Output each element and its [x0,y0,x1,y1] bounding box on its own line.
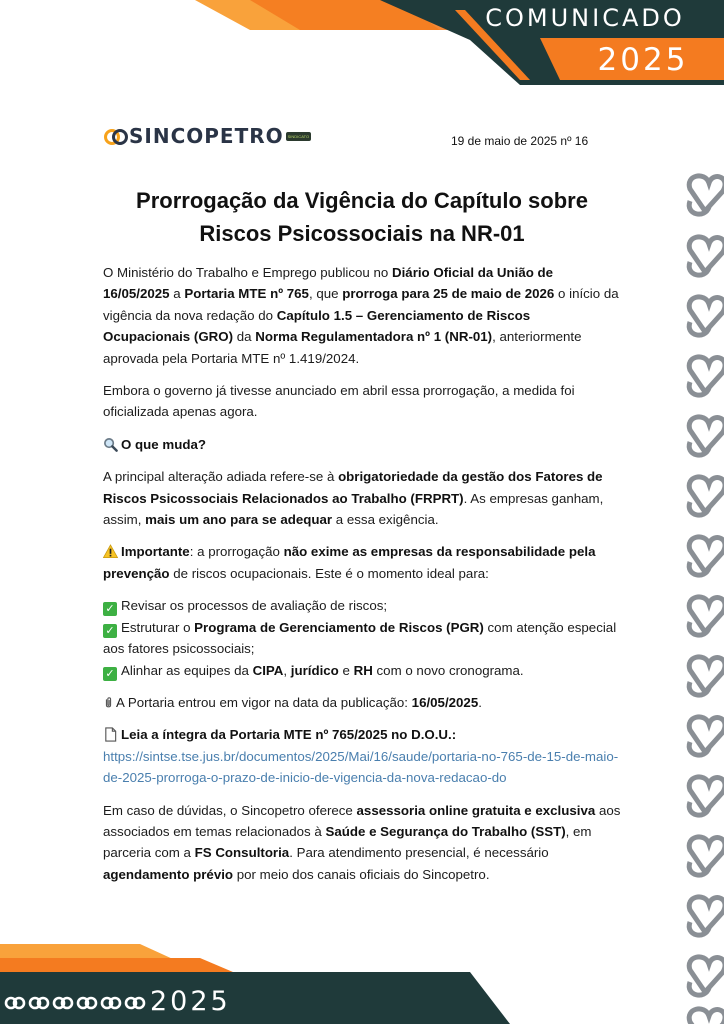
paragraph-context: Embora o governo já tivesse anunciado em abril essa prorrogação, a medida foi oficializada apenas agora. [103,383,575,420]
p1-t4: o início da vigência da nova redação do [103,286,619,323]
checklist-item-1-text: Revisar os processos de avaliação de riscos; [121,598,388,614]
p5-t1: A Portaria entrou em vigor na data da publicação: [116,694,412,710]
p1-t1: O Ministério do Trabalho e Emprego publicou no [103,265,392,280]
p7-t5: por meio dos canais oficiais do Sincopetro. [233,866,490,882]
p7-t2: aos associados em temas relacionados à [103,802,621,839]
p3-b2: mais um ano para se adequar [145,512,333,528]
page-title [103,184,621,250]
p3-b1: obrigatoriedade da gestão dos Fatores de Riscos Psicossociais Relacionados ao Trabalho (FRPRT) [103,469,603,506]
p4-t1: : a prorrogação [189,544,284,560]
p7-t4: . Para atendimento presencial, é necessário [289,845,549,861]
p4-t2: de riscos ocupacionais. Este é o momento ideal para: [169,565,489,581]
header-year: 2025 [597,42,689,78]
checklist-item-3-t3: e [338,662,354,678]
check-icon: ✓ [103,602,117,616]
article-body [103,262,621,896]
title-line-2: Riscos Psicossociais na NR-01 [199,221,525,246]
checklist-item-2-b1: Programa de Gerenciamento de Riscos (PGR) [194,619,484,635]
p4-b1: Importante [121,544,190,560]
p5-t2: . [478,694,482,710]
logo-tag: SINDICATO [287,133,310,139]
logo-text: SINCOPETRO [129,124,284,148]
logo-symbol-icon [103,126,129,146]
checklist-item-2-t2: com atenção especial aos fatores psicossociais; [103,619,617,657]
paragraph-important [103,541,621,584]
warning-icon [103,544,118,559]
section-heading-text: O que muda? [121,436,206,452]
p1-t6: , anteriormente aprovada pela Portaria MTE nº 1.419/2024. [103,329,582,366]
paperclip-icon [103,695,114,710]
p1-b4: Capítulo 1.5 – Gerenciamento de Riscos Ocupacionais (GRO) [103,307,531,345]
dou-link[interactable]: https://sintse.tse.jus.br/documentos/2025/Mai/16/saude/portaria-no-765-de-15-de-maio-de-2025-prorroga-o-prazo-de-inicio-de-vigencia-da-nova-redacao-do [103,748,619,786]
p3-t1: A principal alteração adiada refere-se à [103,469,339,485]
title-line-1: Prorrogação da Vigência do Capítulo sobre [136,188,588,213]
section-heading [103,434,621,455]
p3-t2: . As empresas ganham, assim, [103,490,604,528]
checklist-item-3-b3: RH [353,662,373,678]
p1-t5: da [233,329,256,345]
paragraph-effective [103,692,621,713]
footer-year: 2025 [150,986,231,1017]
checklist-item-2-t1: Estruturar o [121,619,195,635]
paragraph-intro [103,262,621,369]
p1-b3: prorroga para 25 de maio de 2026 [342,286,555,302]
checklist-item-3-b2: jurídico [290,662,339,678]
document-icon [103,727,118,742]
header-word: COMUNICADO [485,4,685,32]
check-icon: ✓ [103,624,117,638]
paragraph-support [103,800,621,886]
p7-b1: assessoria online gratuita e exclusiva [356,802,596,818]
check-icon: ✓ [103,667,117,681]
p7-t1: Em caso de dúvidas, o Sincopetro oferece [103,802,357,818]
p1-b1: Diário Oficial da União de 16/05/2025 [103,265,554,302]
checklist-item-3-t4: com o novo cronograma. [372,662,524,678]
magnifier-icon [103,437,118,452]
checklist-item-3-b1: CIPA [252,662,284,678]
checklist-item-3-t2: , [283,662,291,678]
p6-b1: Leia a íntegra da Portaria MTE nº 765/2025 no D.O.U.: [121,727,457,743]
p7-b2: Saúde e Segurança do Trabalho (SST) [325,823,566,839]
checklist-item-3 [103,660,621,681]
p1-t3: , que [308,286,343,302]
dateline: 19 de maio de 2025 nº 16 [451,134,589,148]
checklist-item-2 [103,617,621,660]
checklist-item-1 [103,595,621,616]
checklist-item-3-t1: Alinhar as equipes da [121,662,253,678]
p1-t2: a [169,286,185,302]
p1-b5: Norma Regulamentadora nº 1 (NR-01) [255,329,493,345]
p7-t3: , em parceria com a [103,823,592,861]
p7-b4: agendamento prévio [103,866,234,882]
p4-b2: não exime as empresas da responsabilidade pela prevenção [103,544,596,581]
paragraph-read-more [103,724,621,788]
p3-t3: a essa exigência. [332,512,439,528]
p1-b2: Portaria MTE nº 765 [184,286,309,302]
p5-b1: 16/05/2025 [411,694,479,710]
paragraph-change [103,466,621,530]
sincopetro-logo [103,124,311,148]
p7-b3: FS Consultoria [194,845,290,861]
